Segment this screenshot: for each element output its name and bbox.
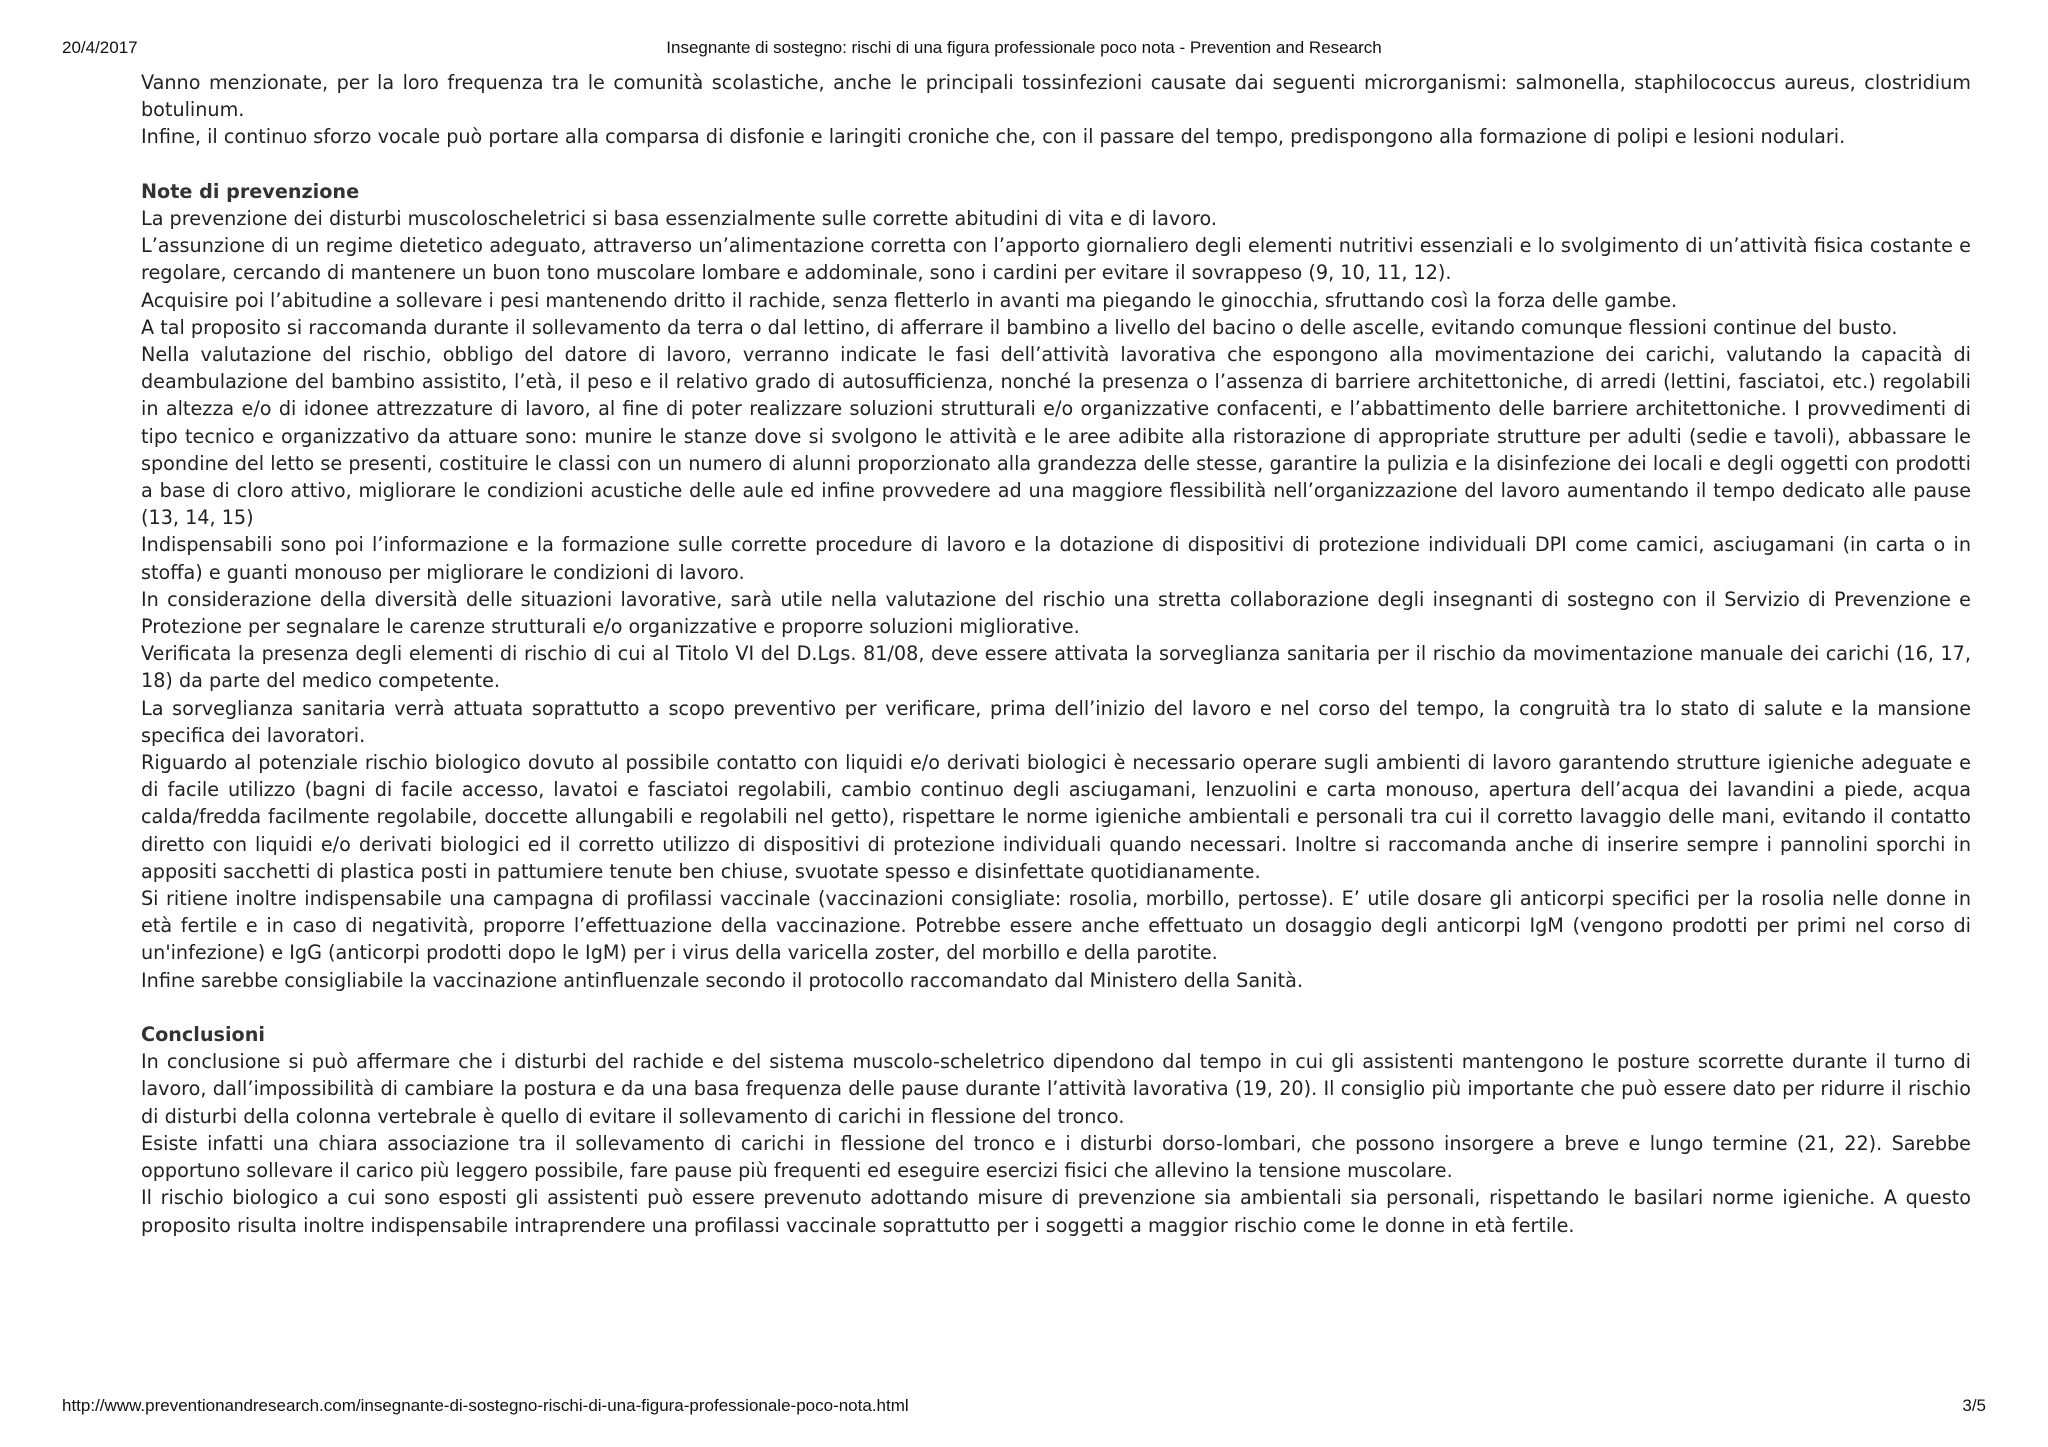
paragraph: Il rischio biologico a cui sono esposti gli assistenti può essere prevenuto adottando misure di prevenzione sia ambientali sia personali, rispettando le basilari norme igieniche. A questo proposito risulta inoltre indispensabile intraprendere una profilassi vaccinale soprattutto per i soggetti a maggior rischio come le donne in età fertile. <box>141 1186 1971 1237</box>
paragraph: Infine, il continuo sforzo vocale può portare alla comparsa di disfonie e laringiti croniche che, con il passare del tempo, predispongono alla formazione di polipi e lesioni nodulari. <box>141 125 1846 149</box>
section-heading-prevention: Note di prevenzione <box>141 179 360 203</box>
spacer <box>141 994 1971 1021</box>
paragraph: A tal proposito si raccomanda durante il sollevamento da terra o dal lettino, di afferrare il bambino a livello del bacino o delle ascelle, evitando comunque flessioni continue del busto. <box>141 315 1898 339</box>
print-footer <box>62 1395 1986 1417</box>
paragraph: Vanno menzionate, per la loro frequenza tra le comunità scolastiche, anche le principali tossinfezioni causate dai seguenti microrganismi: salmonella, staphilococcus aureus, clostridium botulinum. <box>141 71 1971 122</box>
paragraph: In considerazione della diversità delle situazioni lavorative, sarà utile nella valutazione del rischio una stretta collaborazione degli insegnanti di sostegno con il Servizio di Prevenzione e Protezione per segnalare le carenze strutturali e/o organizzative e proporre soluzioni migliorative. <box>141 587 1971 639</box>
paragraph: Verificata la presenza degli elementi di rischio di cui al Titolo VI del D.Lgs. 81/08, deve essere attivata la sorveglianza sanitaria per il rischio da movimentazione manuale dei carichi (16, 17, 18) da parte del medico competente. <box>141 642 1971 693</box>
spacer <box>141 151 1971 178</box>
paragraph: La sorveglianza sanitaria verrà attuata soprattutto a scopo preventivo per verificare, prima dell’inizio del lavoro e nel corso del tempo, la congruità tra lo stato di salute e la mansione specifica dei lavoratori. <box>141 696 1971 747</box>
section-heading-conclusions: Conclusioni <box>141 1023 265 1047</box>
print-header <box>62 37 1986 59</box>
print-url: http://www.preventionandresearch.com/insegnante-di-sostegno-rischi-di-una-figura-professionale-poco-nota.html <box>62 1396 909 1415</box>
paragraph: La prevenzione dei disturbi muscoloscheletrici si basa essenzialmente sulle corrette abitudini di vita e di lavoro. <box>141 207 1217 230</box>
paragraph: Indispensabili sono poi l’informazione e la formazione sulle corrette procedure di lavoro e la dotazione di dispositivi di protezione individuali DPI come camici, asciugamani (in carta o in stoffa) e guanti monouso per migliorare le condizioni di lavoro. <box>141 533 1971 584</box>
paragraph: Si ritiene inoltre indispensabile una campagna di profilassi vaccinale (vaccinazioni consigliate: rosolia, morbillo, pertosse). E’ utile dosare gli anticorpi specifici per la rosolia nelle donne in età fertile e in caso di negatività, proporre l’effettuazione della vaccinazione. Potrebbe essere anche effettuato un dosaggio degli anticorpi IgM (vengono prodotti per primi nel corso di un'infezione) e IgG (anticorpi prodotti dopo le IgM) per i virus della varicella zoster, del morbillo e della parotite. <box>141 887 1971 965</box>
paragraph: In conclusione si può affermare che i disturbi del rachide e del sistema muscolo-scheletrico dipendono dal tempo in cui gli assistenti mantengono le posture scorrette durante il turno di lavoro, dall’impossibilità di cambiare la postura e da una basa frequenza delle pause durante l’attività lavorativa (19, 20). Il consiglio più importante che può essere dato per ridurre il rischio di disturbi della colonna vertebrale è quello di evitare il sollevamento di carichi in flessione del tronco. <box>141 1050 1971 1128</box>
paragraph: Esiste infatti una chiara associazione tra il sollevamento di carichi in flessione del tronco e i disturbi dorso-lombari, che possono insorgere a breve e lungo termine (21, 22). Sarebbe opportuno sollevare il carico più leggero possibile, fare pause più frequenti ed eseguire esercizi fisici che allevino la tensione muscolare. <box>141 1131 1971 1183</box>
paragraph: Nella valutazione del rischio, obbligo del datore di lavoro, verranno indicate le fasi dell’attività lavorativa che espongono alla movimentazione dei carichi, valutando la capacità di deambulazione del bambino assistito, l’età, il peso e il relativo grado di autosufficienza, nonché la presenza o l’assenza di barriere architettoniche, di arredi (lettini, fasciatoi, etc.) regolabili in altezza e/o di idonee attrezzature di lavoro, al fine di poter realizzare soluzioni strutturali e/o organizzative confacenti, e l’abbattimento delle barriere architettoniche. I provvedimenti di tipo tecnico e organizzativo da attuare sono: munire le stanze dove si svolgono le attività e le aree adibite alla ristorazione di appropriate strutture per adulti (sedie e tavoli), abbassare le spondine del letto se presenti, costituire le classi con un numero di alunni proporzionato alla grandezza delle stesse, garantire la pulizia e la disinfezione dei locali e degli oggetti con prodotti a base di cloro attivo, migliorare le condizioni acustiche delle aule ed infine provvedere ad una maggiore flessibilità nell’organizzazione del lavoro aumentando il tempo dedicato alle pause (13, 14, 15) <box>141 343 1971 530</box>
paragraph: Acquisire poi l’abitudine a sollevare i pesi mantenendo dritto il rachide, senza fletterlo in avanti ma piegando le ginocchia, sfruttando così la forza delle gambe. <box>141 288 1678 312</box>
paragraph: Infine sarebbe consigliabile la vaccinazione antinfluenzale secondo il protocollo raccomandato dal Ministero della Sanità. <box>141 968 1303 992</box>
article-body <box>141 69 1971 1239</box>
page-number: 3/5 <box>1962 1396 1986 1415</box>
print-date: 20/4/2017 <box>62 38 138 57</box>
paragraph: L’assunzione di un regime dietetico adeguato, attraverso un’alimentazione corretta con l’apporto giornaliero degli elementi nutritivi essenziali e lo svolgimento di un’attività fisica costante e regolare, cercando di mantenere un buon tono muscolare lombare e addominale, sono i cardini per evitare il sovrappeso (9, 10, 11, 12). <box>141 234 1971 285</box>
print-page-title: Insegnante di sostegno: rischi di una figura professionale poco nota - Prevention and Research <box>666 38 1382 57</box>
paragraph: Riguardo al potenziale rischio biologico dovuto al possibile contatto con liquidi e/o derivati biologici è necessario operare sugli ambienti di lavoro garantendo strutture igieniche adeguate e di facile utilizzo (bagni di facile accesso, lavatoi e fasciatoi regolabili, cambio continuo degli asciugamani, lenzuolini e carta monouso, apertura dell’acqua dei lavandini a piede, acqua calda/fredda facilmente regolabile, doccette allungabili e regolabili nel getto), rispettare le norme igieniche ambientali e personali tra cui il corretto lavaggio delle mani, evitando il contatto diretto con liquidi e/o derivati biologici ed il corretto utilizzo di dispositivi di protezione individuali quando necessari. Inoltre si raccomanda anche di inserire sempre i pannolini sporchi in appositi sacchetti di plastica posti in pattumiere tenute ben chiuse, svuotate spesso e disinfettate quotidianamente. <box>141 751 1971 883</box>
